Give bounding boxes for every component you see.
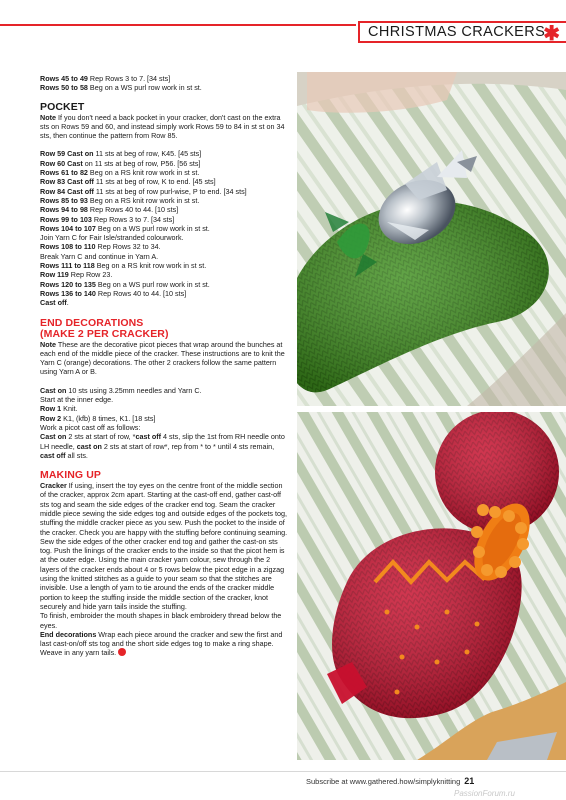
pattern-row: Row 119 Rep Row 23. [40, 270, 113, 280]
cast-on-instruction: Cast on 10 sts using 3.25mm needles and Yarn C. [40, 385, 202, 395]
page-number: 21 [464, 776, 475, 786]
pattern-row: Rows 136 to 140 Rep Rows 40 to 44. [10 sts] [40, 288, 187, 298]
end-decorations-instruction: End decorations Wrap each piece around the cracker and sew the first and last cast-on/off sts tog and the short side edges tog to make a ring shape. Weave in any yarn tails. [40, 629, 283, 658]
section-title-box [358, 21, 566, 43]
red-cracker-photo [297, 412, 566, 760]
section-title: CHRISTMAS CRACKERS [368, 24, 546, 40]
subscribe-link[interactable]: Subscribe at www.gathered.how/simplyknitting [306, 777, 461, 786]
pattern-row: Rows 85 to 93 Beg on a RS knit row work in st st. [40, 195, 200, 205]
pattern-row: Rows 104 to 107 Beg on a WS purl row work in st st. [40, 223, 210, 233]
pocket-note: Note If you don't need a back pocket in your cracker, don't cast on the extra sts on Rows 59 and 60, and instead simply work Rows 59 to 84 in st st on 34 sts, then continue the pattern from Row 85. [40, 112, 285, 141]
footer-rule [0, 771, 566, 772]
end-decorations-note: Note These are the decorative picot pieces that wrap around the bunches at each end of the middle piece of the cracker. These instructions are to knit the Yarn C (orange) decorations. The other 2 crackers follow the same pattern using Yarn A or B. [40, 339, 285, 377]
red-cracker-illustration [297, 412, 566, 760]
green-cracker-photo [297, 72, 566, 406]
pattern-row: Rows 94 to 98 Rep Rows 40 to 44. [10 sts] [40, 205, 179, 215]
start-instruction: Start at the inner edge. [40, 395, 114, 405]
pocket-heading: POCKET [40, 100, 85, 113]
end-marker-dot-icon [118, 648, 126, 656]
section-header-bar [0, 0, 566, 48]
watermark: PassionForum.ru [454, 789, 515, 798]
pattern-row: Rows 50 to 58 Beg on a WS purl row work in st st. [40, 83, 202, 93]
pattern-row: Rows 108 to 110 Rep Rows 32 to 34. [40, 242, 161, 252]
cracker-instructions: Cracker If using, insert the toy eyes on the centre front of the middle section of the cracker, approx 2cm apart. Starting at the cast-off end, gather cast-off sts tog and seam the side edges of the cracker end tog. Seam the cracker middle piece sewing the side edges tog and outside edges of the pockets tog, stuffing the middle cracker piece as you sew. Push the pocket to the inside of the cracker. Check you are happy with the stuffing before continuing seaming. Sew the side edges of the other cracker end tog and gather the cast-on sts tog. Push the linings of the cracker ends to the inside so that the picot hem is at the outer edge. Using the main cracker yarn colour, sew through the 2 layers of the cracker ends about 4 or 5 rows below the picot edge in a zigzag using the knitted stitches as a guide to your seam so that the stitches are invisible. Use a length of yarn to tie around the ends of the cracker middle portion to keep the stuffing inside the middle section of the cracker, knot securely and hide yarn tails inside the stuffing. [40, 481, 288, 611]
pattern-row: Row 59 Cast on 11 sts at beg of row, K45. [45 sts] [40, 149, 202, 159]
pattern-text-column [40, 74, 288, 658]
picot-intro: Work a picot cast off as follows: [40, 422, 141, 432]
embroider-instruction: To finish, embroider the mouth shapes in black embroidery thread below the eyes. [40, 611, 282, 630]
pattern-row: Row 1 Knit. [40, 404, 78, 414]
pattern-row: Rows 120 to 135 Beg on a WS purl row work in st st. [40, 279, 210, 289]
pattern-row: Cast off. [40, 298, 69, 308]
pattern-row: Rows 61 to 82 Beg on a RS knit row work in st st. [40, 168, 200, 178]
end-decorations-subheading: (MAKE 2 PER CRACKER) [40, 327, 169, 340]
pattern-row: Row 60 Cast on 11 sts at beg of row, P56. [56 sts] [40, 158, 201, 168]
pattern-row: Rows 99 to 103 Rep Rows 3 to 7. [34 sts] [40, 214, 175, 224]
pattern-row: Rows 45 to 49 Rep Rows 3 to 7. [34 sts] [40, 74, 171, 83]
asterisk-star-icon: ✱ [543, 23, 560, 45]
pattern-row: Row 2 K1, (kfb) 8 times, K1. [18 sts] [40, 413, 156, 423]
making-up-heading: MAKING UP [40, 469, 101, 482]
pattern-row: Rows 111 to 118 Beg on a RS knit row work in st st. [40, 261, 207, 271]
pattern-row: Join Yarn C for Fair Isle/stranded colourwork. [40, 233, 184, 243]
end-decorations-heading: END DECORATIONS [40, 316, 144, 329]
page-footer [306, 776, 474, 786]
green-cracker-illustration [297, 72, 566, 406]
pattern-row: Row 83 Cast off 11 sts at beg of row, K to end. [45 sts] [40, 177, 216, 187]
header-rule [0, 24, 356, 26]
picot-instruction: Cast on 2 sts at start of row, *cast off 4 sts, slip the 1st from RH needle onto LH needle, cast on 2 sts at start of row*, rep from * to * until 4 sts remain, cast off all sts. [40, 432, 285, 460]
pattern-row: Row 84 Cast off 11 sts at beg of row purl-wise, P to end. [34 sts] [40, 186, 247, 196]
pattern-row: Break Yarn C and continue in Yarn A. [40, 251, 159, 261]
